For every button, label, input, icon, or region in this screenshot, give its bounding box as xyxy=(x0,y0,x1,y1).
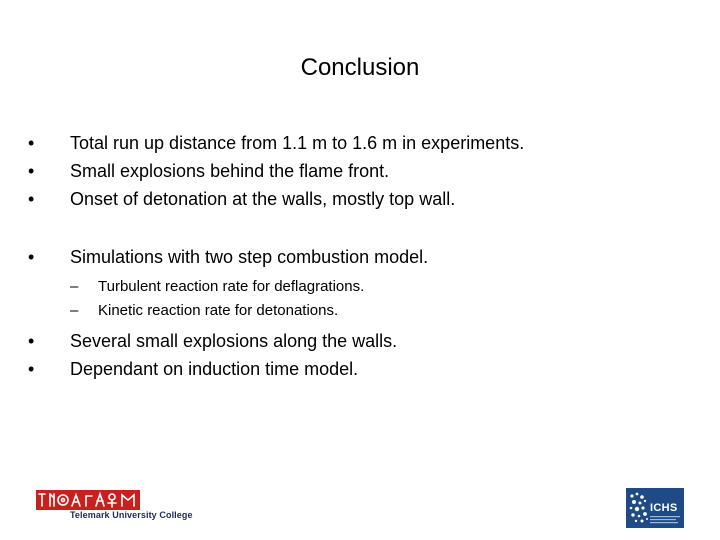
tuc-logo-text: Telemark University College xyxy=(70,510,193,520)
bullet-text: Simulations with two step combustion model. xyxy=(70,247,429,267)
bullet-marker: • xyxy=(28,331,35,351)
sub-bullet-marker: – xyxy=(70,278,79,295)
slide-title xyxy=(0,52,720,84)
bullet-marker: • xyxy=(28,189,35,209)
bullet-marker: • xyxy=(28,133,35,153)
tuc-logo-glyphs-icon xyxy=(36,490,140,510)
bullet-text: Onset of detonation at the walls, mostly top wall. xyxy=(70,189,456,209)
bullet-marker: • xyxy=(28,359,35,379)
ichs-logo xyxy=(626,488,684,528)
bullet-text: Several small explosions along the walls. xyxy=(70,331,398,351)
bullet-text: Total run up distance from 1.1 m to 1.6 m in experiments. xyxy=(70,133,525,153)
sub-bullet-text: Kinetic reaction rate for detonations. xyxy=(98,302,339,319)
sub-bullet-text: Turbulent reaction rate for deflagrations. xyxy=(98,278,365,295)
slide-title-text: Conclusion xyxy=(300,54,420,81)
bullet-text: Dependant on induction time model. xyxy=(70,359,359,379)
bullet-marker: • xyxy=(28,247,35,267)
bullet-marker: • xyxy=(28,161,35,181)
bullet-text: Small explosions behind the flame front. xyxy=(70,161,390,181)
ichs-logo-text: ICHS xyxy=(650,502,678,514)
telemark-university-college-logo xyxy=(36,490,206,524)
tuc-logo-banner xyxy=(36,490,140,510)
sub-bullet-marker: – xyxy=(70,302,79,319)
